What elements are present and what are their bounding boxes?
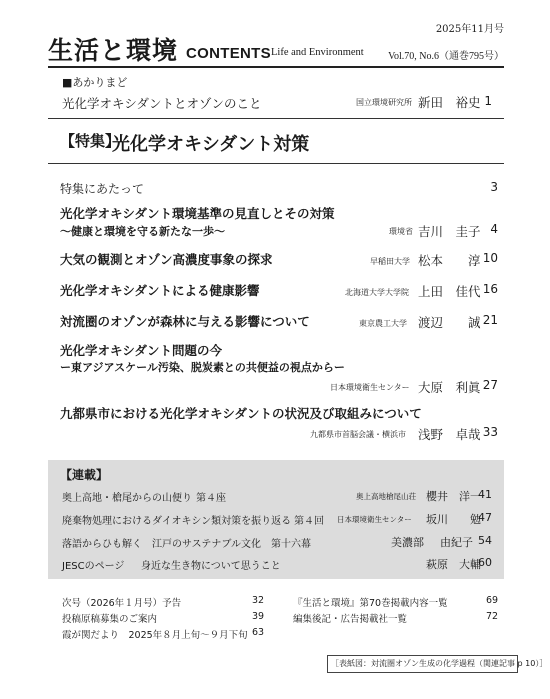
serial-title[interactable]: JESCのページ (62, 561, 125, 572)
serial-page: 60 (478, 556, 492, 569)
misc-item-page: 39 (252, 611, 265, 622)
akarimado-author: 新田 裕史 (418, 95, 481, 110)
serial-author: 萩原 大輔 (426, 558, 481, 571)
article-page: 27 (482, 378, 498, 392)
serial-author: 坂川 勉 (426, 513, 481, 526)
article-title[interactable]: 九都県市における光化学オキシダントの状況及び取組みについて (60, 406, 422, 421)
article-institution: 北海道大学大学院 (345, 288, 409, 297)
misc-item-title[interactable]: 編集後記・広告掲載社一覧 (293, 614, 408, 625)
article-page: 16 (482, 282, 498, 296)
serial-episode: 第十六幕 (271, 539, 311, 550)
serials-heading: 【連載】 (60, 468, 109, 482)
article-page: 4 (490, 222, 498, 236)
article-title[interactable]: 大気の観測とオゾン高濃度事象の探求 (60, 252, 273, 267)
volume-number: Vol.70, No.6（通巻795号） (388, 51, 504, 62)
misc-item-page: 63 (252, 627, 265, 638)
serial-page: 47 (478, 511, 492, 524)
misc-item-page: 69 (486, 595, 499, 606)
article-page: 10 (482, 251, 498, 265)
article-institution: 日本環境衛生センター (330, 383, 410, 392)
akarimado-title[interactable]: 光化学オキシダントとオゾンのこと (62, 96, 262, 111)
article-author: 渡辺 誠 (418, 315, 481, 330)
serial-title[interactable]: 廃棄物処理におけるダイオキシン類対策を振り返る (62, 516, 292, 527)
feature-label: 【特集】 (60, 132, 121, 150)
article-author: 大原 利眞 (418, 380, 481, 395)
serial-institution: 美濃部 (391, 536, 424, 549)
misc-item-title[interactable]: 『生活と環境』第70巻掲載内容一覧 (293, 598, 448, 609)
article-title[interactable]: 特集にあたって (60, 182, 145, 196)
serial-episode: 第４座 (196, 493, 226, 504)
article-title[interactable]: 対流圏のオゾンが森林に与える影響について (60, 314, 310, 329)
serial-page: 54 (478, 534, 492, 547)
serial-title[interactable]: 奥上高地・槍尾からの山便り (62, 493, 192, 504)
misc-item-page: 72 (486, 611, 499, 622)
akarimado-page: 1 (484, 94, 492, 108)
article-author: 吉川 圭子 (418, 224, 481, 239)
serial-author: 櫻井 洋一 (426, 490, 481, 503)
magazine-logo: 生活と環境 (48, 36, 179, 65)
article-institution: 東京農工大学 (359, 319, 407, 328)
article-institution: 九都県市首脳会議・横浜市 (310, 430, 406, 439)
article-author: 浅野 卓哉 (418, 427, 481, 442)
misc-item-title[interactable]: 次号（2026年１月号）予告 (62, 598, 182, 609)
section-divider (48, 118, 504, 119)
article-subtitle: ～健康と環境を守る新たな一歩～ (60, 225, 225, 238)
header-divider (48, 66, 504, 68)
article-author: 上田 佳代 (418, 284, 481, 299)
article-author: 松本 淳 (418, 253, 481, 268)
misc-item-page: 32 (252, 595, 265, 606)
article-institution: 早稲田大学 (370, 257, 410, 266)
contents-heading: CONTENTS (186, 45, 271, 62)
article-institution: 環境省 (389, 227, 413, 236)
feature-title: 光化学オキシダント対策 (112, 134, 310, 155)
magazine-subtitle: Life and Environment (271, 47, 364, 58)
article-title[interactable]: 光化学オキシダントによる健康影響 (60, 283, 260, 298)
issue-date: 2025年11月号 (435, 24, 504, 35)
serial-institution: 日本環境衛生センター (337, 515, 412, 524)
serial-episode: 身近な生き物について思うこと (141, 561, 281, 572)
akarimado-institution: 国立環境研究所 (356, 98, 412, 107)
article-page: 3 (490, 180, 498, 194)
misc-item-title[interactable]: 霞が関だより 2025年８月上旬～９月下旬 (62, 630, 248, 641)
serial-author: 由紀子 (440, 536, 473, 549)
article-title[interactable]: 光化学オキシダント問題の今 (60, 343, 223, 358)
serial-institution: 奥上高地槍尾山荘 (356, 492, 416, 501)
serial-title[interactable]: 落語からひも解く 江戸のサステナブル文化 (62, 539, 261, 550)
feature-divider (48, 163, 504, 164)
article-title[interactable]: 光化学オキシダント環境基準の見直しとその対策 (60, 206, 335, 221)
cover-note: ［表紙図：対流圏オゾン生成の化学過程（関連記事 p 10）］ (331, 659, 548, 668)
serial-episode: 第４回 (294, 516, 324, 527)
akarimado-heading: ■あかりまど (62, 76, 128, 89)
article-subtitle: ー東アジアスケール汚染、脱炭素との共便益の視点からー (60, 361, 345, 374)
article-page: 21 (482, 313, 498, 327)
article-page: 33 (482, 425, 498, 439)
misc-item-title[interactable]: 投稿原稿募集のご案内 (62, 614, 158, 625)
serial-page: 41 (478, 488, 492, 501)
